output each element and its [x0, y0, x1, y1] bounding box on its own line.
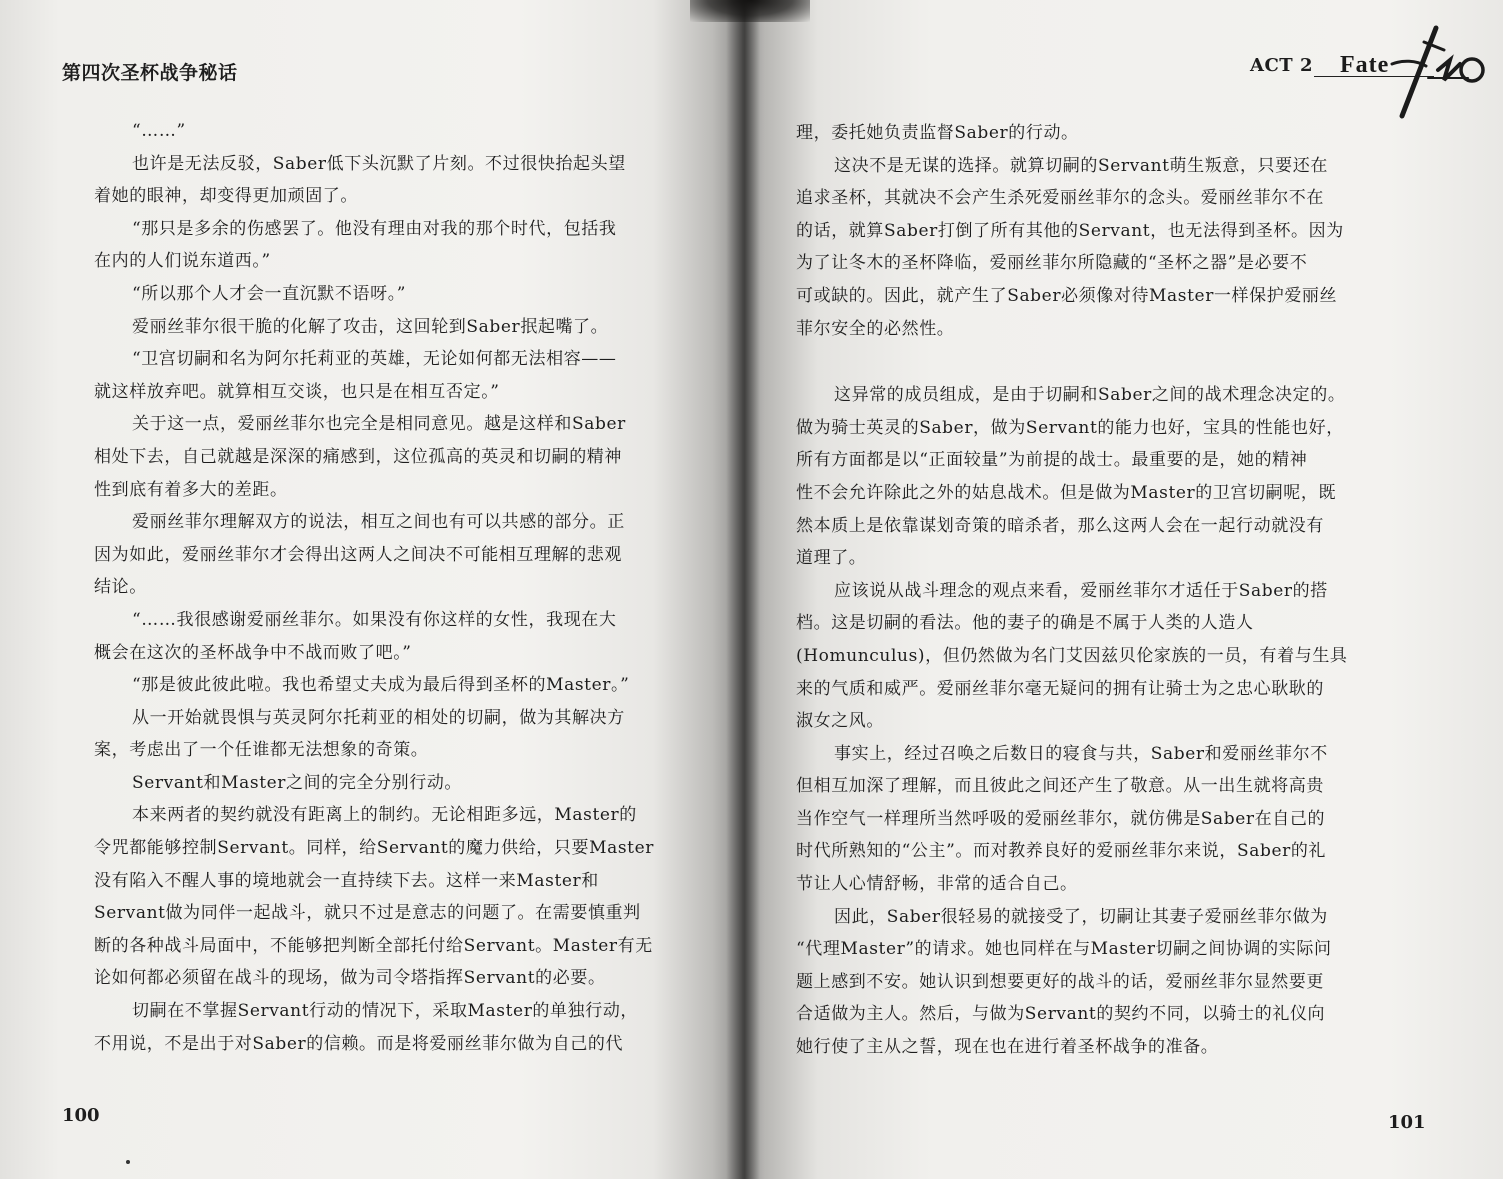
text-line: 论如何都必须留在战斗的现场，做为司令塔指挥Servant的必要。: [94, 968, 606, 989]
right-running-head: ACT 2: [1250, 55, 1313, 76]
text-line: “……”: [132, 121, 186, 141]
text-line: 但相互加深了理解，而且彼此之间还产生了敬意。从一出生就将高贵: [796, 776, 1324, 797]
text-line: “那只是多余的伤感罢了。他没有理由对我的那个时代，包括我: [132, 218, 617, 239]
text-line: 应该说从战斗理念的观点来看，爱丽丝菲尔才适任于Saber的搭: [834, 580, 1328, 601]
text-line: 题上感到不安。她认识到想要更好的战斗的话，爱丽丝菲尔显然要更: [796, 971, 1324, 992]
fate-zero-logo: [1340, 20, 1490, 120]
text-line: 当作空气一样理所当然呼吸的爱丽丝菲尔，就仿佛是Saber在自己的: [796, 808, 1326, 829]
text-line: (Homunculus)，但仍然做为名门艾因兹贝伦家族的一员，有着与生具: [796, 645, 1348, 666]
text-line: 时代所熟知的“公主”。而对教养良好的爱丽丝菲尔来说，Saber的礼: [796, 841, 1327, 862]
text-line: 关于这一点，爱丽丝菲尔也完全是相同意见。越是这样和Saber: [132, 414, 626, 435]
text-line: 菲尔安全的必然性。: [796, 318, 955, 339]
text-line: Servant和Master之间的完全分别行动。: [132, 772, 463, 793]
right-body-text: [796, 117, 1348, 1064]
right-page-number: 101: [1388, 1112, 1426, 1133]
text-line: 着她的眼神，却变得更加顽固了。: [94, 186, 358, 207]
text-line: 然本质上是依靠谋划奇策的暗杀者，那么这两人会在一起行动就没有: [796, 515, 1324, 536]
text-line: 断的各种战斗局面中，不能够把判断全部托付给Servant。Master有无: [94, 935, 653, 956]
text-line: 性到底有着多大的差距。: [94, 479, 288, 500]
text-line: 事实上，经过召唤之后数日的寝食与共，Saber和爱丽丝菲尔不: [834, 743, 1328, 764]
left-page-number: 100: [62, 1105, 100, 1126]
text-line: “卫宫切嗣和名为阿尔托莉亚的英雄，无论如何都无法相容——: [132, 349, 617, 370]
text-line: “那是彼此彼此啦。我也希望丈夫成为最后得到圣杯的Master。”: [132, 675, 630, 696]
text-line: 档。这是切嗣的看法。他的妻子的确是不属于人类的人造人: [796, 613, 1254, 634]
text-line: 道理了。: [796, 548, 867, 569]
text-line: 来的气质和威严。爱丽丝菲尔毫无疑问的拥有让骑士为之忠心耿耿的: [796, 678, 1324, 699]
text-line: 案，考虑出了一个任谁都无法想象的奇策。: [94, 740, 429, 761]
right-page: [742, 0, 1503, 1179]
text-line: 就这样放弃吧。就算相互交谈，也只是在相互否定。”: [94, 381, 500, 402]
text-line: 令咒都能够控制Servant。同样，给Servant的魔力供给，只要Master: [94, 838, 654, 859]
text-line: 爱丽丝菲尔很干脆的化解了攻击，这回轮到Saber抿起嘴了。: [132, 316, 609, 337]
text-line: 追求圣杯，其就决不会产生杀死爱丽丝菲尔的念头。爱丽丝菲尔不在: [796, 188, 1324, 209]
text-line: 在内的人们说东道西。”: [94, 251, 271, 272]
text-line: 为了让冬木的圣杯降临，爱丽丝菲尔所隐藏的“圣杯之器”是必要不: [796, 253, 1308, 274]
text-line: 因为如此，爱丽丝菲尔才会得出这两人之间决不可能相互理解的悲观: [94, 544, 622, 565]
text-line: 本来两者的契约就没有距离上的制约。无论相距多远，Master的: [132, 805, 637, 826]
text-line: “代理Master”的请求。她也同样在与Master切嗣之间协调的实际问: [796, 939, 1332, 960]
text-line: 她行使了主从之誓，现在也在进行着圣杯战争的准备。: [796, 1037, 1219, 1058]
left-page: [0, 0, 742, 1179]
text-line: 淑女之风。: [796, 711, 884, 732]
section-break: [796, 345, 1348, 379]
text-line: 理，委托她负责监督Saber的行动。: [796, 123, 1079, 143]
text-line: 也许是无法反驳，Saber低下头沉默了片刻。不过很快抬起头望: [132, 153, 626, 174]
text-line: “所以那个人才会一直沉默不语呀。”: [132, 283, 407, 304]
text-line: 的话，就算Saber打倒了所有其他的Servant，也无法得到圣杯。因为: [796, 220, 1344, 241]
text-line: Servant做为同伴一起战斗，就只不过是意志的问题了。在需要慎重判: [94, 903, 641, 924]
text-line: 可或缺的。因此，就产生了Saber必须像对待Master一样保护爱丽丝: [796, 285, 1338, 306]
text-line: 节让人心情舒畅，非常的适合自己。: [796, 874, 1078, 895]
left-running-head: 第四次圣杯战争秘话: [62, 62, 238, 84]
text-line: 性不会允许除此之外的姑息战术。但是做为Master的卫宫切嗣呢，既: [796, 482, 1337, 503]
text-line: 合适做为主人。然后，与做为Servant的契约不同，以骑士的礼仪向: [796, 1004, 1326, 1025]
svg-text:Fate: Fate: [1340, 52, 1390, 78]
text-line: 做为骑士英灵的Saber，做为Servant的能力也好，宝具的性能也好，: [796, 417, 1344, 438]
text-line: 所有方面都是以“正面较量”为前提的战士。最重要的是，她的精神: [796, 450, 1308, 471]
text-line: “……我很感谢爱丽丝菲尔。如果没有你这样的女性，我现在大: [132, 609, 617, 630]
text-line: 这决不是无谋的选择。就算切嗣的Servant萌生叛意，只要还在: [834, 155, 1328, 176]
text-line: 这异常的成员组成，是由于切嗣和Saber之间的战术理念决定的。: [834, 385, 1346, 406]
text-line: 从一开始就畏惧与英灵阿尔托莉亚的相处的切嗣，做为其解决方: [132, 707, 625, 728]
text-line: 爱丽丝菲尔理解双方的说法，相互之间也有可以共感的部分。正: [132, 512, 625, 533]
left-body-text: [94, 115, 654, 1060]
text-line: 相处下去，自己就越是深深的痛感到，这位孤高的英灵和切嗣的精神: [94, 446, 622, 467]
text-line: 没有陷入不醒人事的境地就会一直持续下去。这样一来Master和: [94, 870, 599, 891]
text-line: 切嗣在不掌握Servant行动的情况下，采取Master的单独行动，: [132, 1001, 639, 1022]
text-line: 因此，Saber很轻易的就接受了，切嗣让其妻子爱丽丝菲尔做为: [834, 906, 1328, 927]
ink-speck: [126, 1160, 130, 1164]
text-line: 结论。: [94, 577, 147, 598]
text-line: 不用说，不是出于对Saber的信赖。而是将爱丽丝菲尔做为自己的代: [94, 1033, 624, 1054]
text-line: 概会在这次的圣杯战争中不战而败了吧。”: [94, 642, 412, 663]
